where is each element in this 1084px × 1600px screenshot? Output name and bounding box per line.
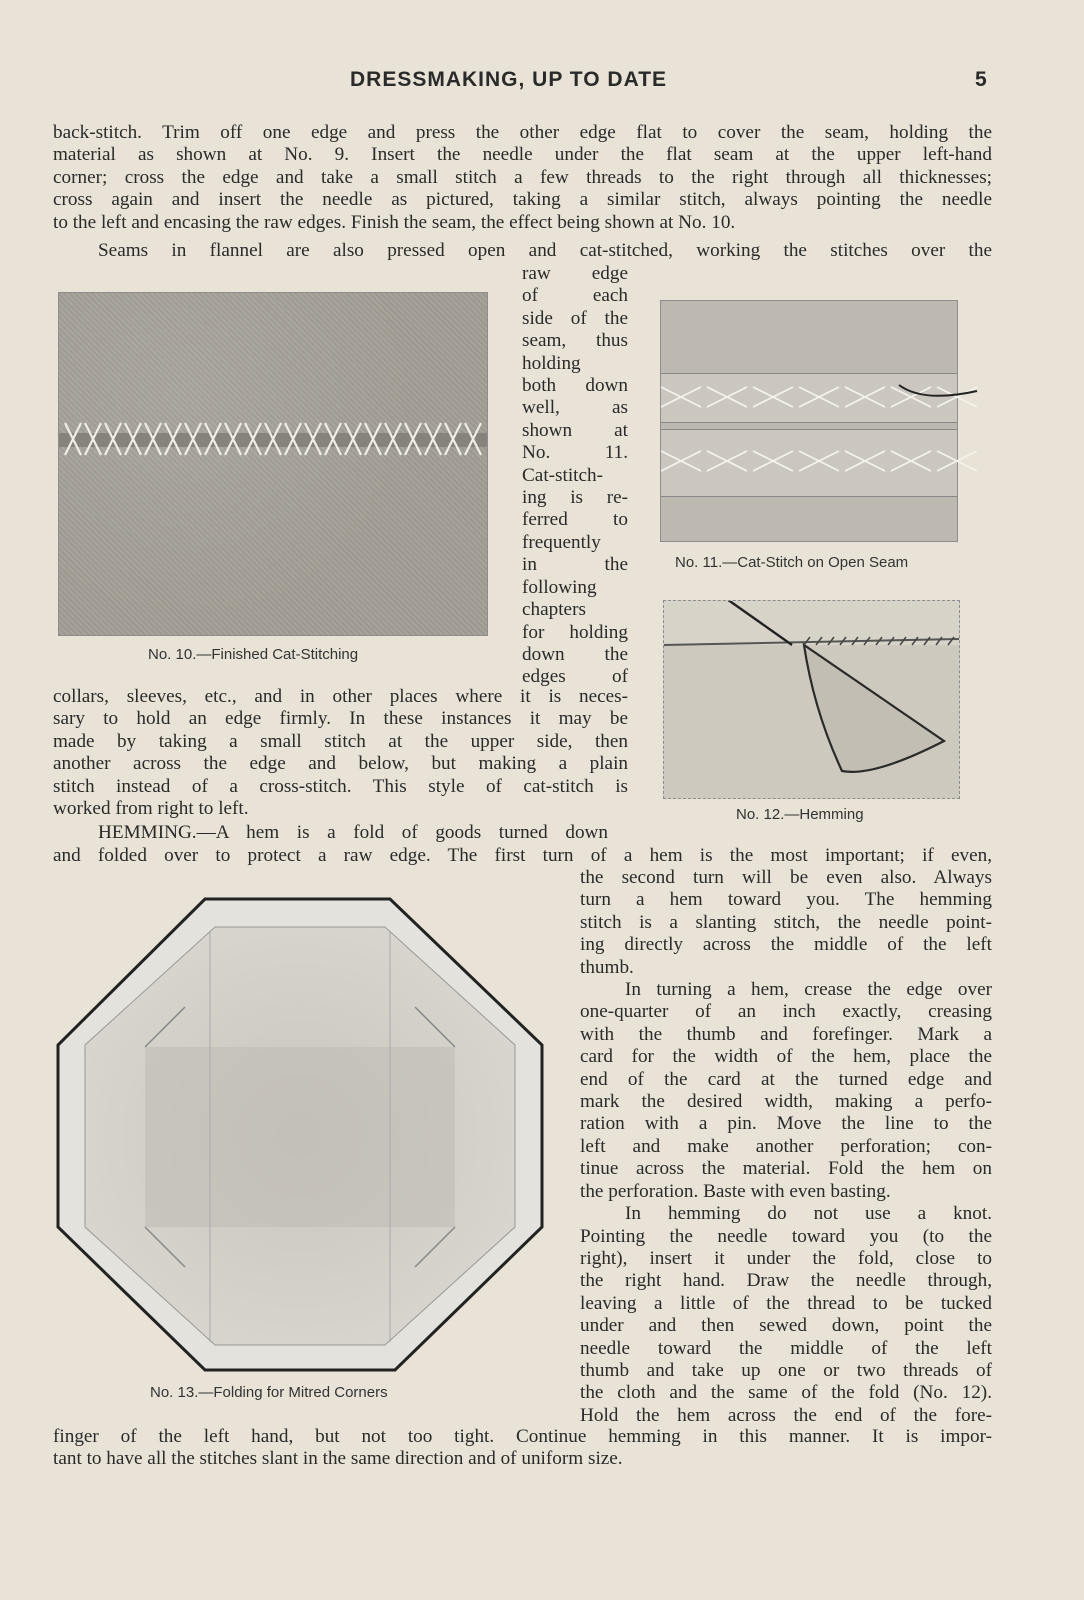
text-line: seam, thus (522, 330, 628, 352)
text-line: In turning a hem, crease the edge over (625, 979, 992, 1001)
open-seam-illustration (661, 301, 1001, 541)
figure-mitred-corners (55, 897, 547, 1390)
right-text-column (580, 867, 992, 1427)
text-line: both down (522, 375, 628, 397)
text-line: ferred to (522, 509, 628, 531)
text-line: frequently (522, 531, 601, 553)
text-line: sary to hold an edge firmly. In these instances it may be (53, 708, 628, 730)
text-line: collars, sleeves, etc., and in other places where it is neces- (53, 686, 628, 707)
hemming-illustration (664, 601, 959, 798)
text-line: another across the edge and below, but making a plain (53, 753, 628, 775)
text-line: raw edge (522, 263, 628, 284)
text-line: left and make another perforation; con- (580, 1135, 992, 1157)
text-line: ration with a pin. Move the line to the (580, 1113, 992, 1135)
text-line: end of the card at the turned edge and (580, 1068, 992, 1090)
text-line: for holding (522, 621, 628, 643)
figure-caption-10: No. 10.—Finished Cat-Stitching (148, 646, 359, 663)
text-line: the perforation. Baste with even basting. (580, 1180, 891, 1202)
text-line: mark the desired width, making a perfo- (580, 1091, 992, 1113)
figure-finished-cat-stitching (58, 292, 488, 636)
text-line: In hemming do not use a knot. (625, 1203, 992, 1225)
text-line: material as shown at No. 9. Insert the needle under the flat seam at the upper left-hand (53, 144, 992, 166)
text-line: needle toward the middle of the left (580, 1337, 992, 1359)
text-line: corner; cross the edge and take a small stitch a few threads to the right through all thicknesses; (53, 166, 992, 188)
text-line: stitch is a slanting stitch, the needle point- (580, 911, 992, 933)
figure-hemming (663, 600, 960, 799)
text-line: well, as (522, 397, 628, 419)
text-line: worked from right to left. (53, 798, 249, 820)
text-line: made by taking a small stitch at the upper side, then (53, 730, 628, 752)
text-line: of each (522, 285, 628, 307)
text-line: thumb and take up one or two threads of (580, 1359, 992, 1381)
closing-paragraph (53, 1426, 992, 1471)
hemming-full-line: and folded over to protect a raw edge. The first turn of a hem is the most important; if even, (53, 845, 992, 866)
intro-paragraph (53, 122, 992, 234)
hemming-heading-line: HEMMING.—A hem is a fold of goods turned down (98, 822, 608, 843)
text-line: ing is re- (522, 487, 628, 509)
text-line: right), insert it under the fold, close to (580, 1247, 992, 1269)
text-line: the right hand. Draw the needle through, (580, 1270, 992, 1292)
text-line: down the (522, 643, 628, 665)
text-line: in the (522, 554, 628, 576)
text-line: card for the width of the hem, place the (580, 1046, 992, 1068)
running-title: DRESSMAKING, UP TO DATE (350, 68, 668, 91)
text-line: to the left and encasing the raw edges. Finish the seam, the effect being shown at No. 10. (53, 211, 736, 233)
figure-cat-stitch-open-seam (660, 300, 958, 542)
text-line: the cloth and the same of the fold (No. 12). (580, 1382, 992, 1404)
mid-paragraph (53, 686, 628, 820)
text-line: finger of the left hand, but not too tight. Continue hemming in this manner. It is impor- (53, 1426, 992, 1447)
figure-caption-12: No. 12.—Hemming (736, 806, 864, 823)
text-line: side of the (522, 307, 628, 329)
text-line: one-quarter of an inch exactly, creasing (580, 1001, 992, 1023)
text-line: turn a hem toward you. The hemming (580, 889, 992, 911)
text-line: Pointing the needle toward you (to the (580, 1225, 992, 1247)
text-line: following (522, 576, 597, 598)
text-line: under and then sewed down, point the (580, 1315, 992, 1337)
text-line: edges of (522, 666, 628, 688)
text-line: holding (522, 352, 581, 374)
seams-paragraph-start: Seams in flannel are also pressed open and cat-stitched, working the stitches over the (98, 240, 992, 261)
text-line: shown at (522, 419, 628, 441)
text-line: Cat-stitch- (522, 464, 603, 486)
narrow-text-column (522, 263, 628, 689)
cat-stitch-illustration (59, 293, 487, 635)
text-line: chapters (522, 599, 586, 621)
page-number: 5 (975, 68, 987, 91)
text-line: No. 11. (522, 442, 628, 464)
figure-caption-11: No. 11.—Cat-Stitch on Open Seam (675, 554, 909, 571)
text-line: Hold the hem across the end of the fore- (580, 1404, 992, 1426)
text-line: tant to have all the stitches slant in the same direction and of uniform size. (53, 1448, 623, 1470)
figure-caption-13: No. 13.—Folding for Mitred Corners (150, 1384, 388, 1401)
text-line: tinue across the material. Fold the hem on (580, 1158, 992, 1180)
text-line: ing directly across the middle of the left (580, 934, 992, 956)
text-line: back-stitch. Trim off one edge and press the other edge flat to cover the seam, holding the (53, 122, 992, 143)
text-line: with the thumb and forefinger. Mark a (580, 1023, 992, 1045)
text-line: thumb. (580, 956, 634, 978)
text-line: the second turn will be even also. Always (580, 867, 992, 888)
text-line: cross again and insert the needle as pictured, taking a similar stitch, always pointing the needle (53, 189, 992, 211)
text-line: stitch instead of a cross-stitch. This style of cat-stitch is (53, 775, 628, 797)
text-line: leaving a little of the thread to be tucked (580, 1292, 992, 1314)
